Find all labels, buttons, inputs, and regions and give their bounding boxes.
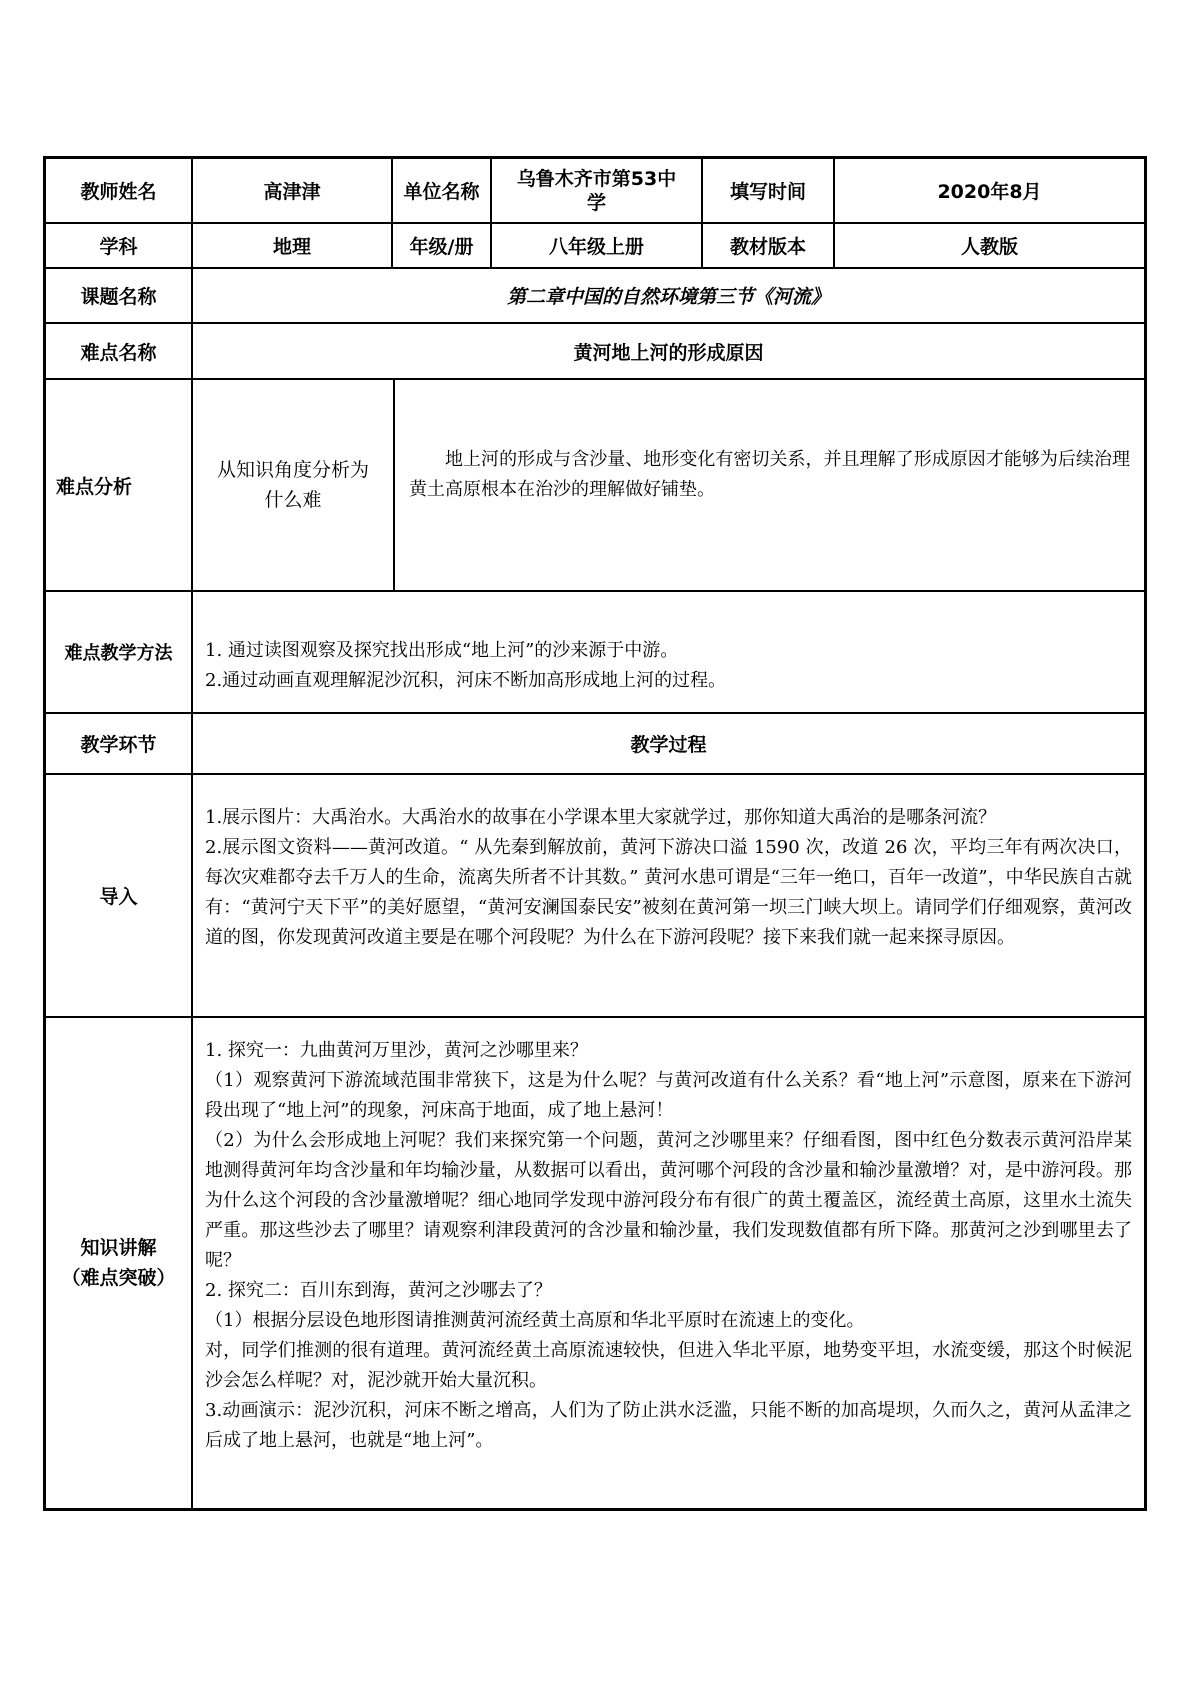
lesson-plan-table [43, 156, 1147, 1511]
date-label: 填写时间 [729, 181, 806, 203]
method-label: 难点教学方法 [64, 643, 173, 664]
topic-label: 课题名称 [80, 286, 157, 308]
knowledge-paragraph: 2. 探究二：百川东到海，黄河之沙哪去了？ [205, 1280, 552, 1301]
difficulty-value: 黄河地上河的形成原因 [573, 341, 764, 364]
subject-label: 学科 [99, 236, 138, 258]
teacher-name-label: 教师姓名 [80, 181, 157, 203]
knowledge-paragraph: （1）观察黄河下游流域范围非常狭下，这是为什么呢？与黄河改道有什么关系？看“地上河”示意图，原来在下游河段出现了“地上河”的现象，河床高于地面，成了地上悬河！ [205, 1070, 1132, 1121]
intro-content [193, 775, 1144, 1016]
intro-paragraph: 1.展示图片：大禹治水。大禹治水的故事在小学课本里大家就学过，那你知道大禹治的是哪条河流？ [205, 807, 997, 828]
knowledge-label [46, 1018, 191, 1508]
knowledge-paragraph: （1）根据分层设色地形图请推测黄河流经黄土高原和华北平原时在流速上的变化。 [205, 1310, 865, 1331]
knowledge-label-line1: 知识讲解 [80, 1237, 157, 1259]
unit-label: 单位名称 [403, 181, 480, 203]
topic-value: 第二章中国的自然环境第三节《河流》 [506, 286, 830, 308]
knowledge-paragraph: 1. 探究一：九曲黄河万里沙，黄河之沙哪里来？ [205, 1040, 588, 1061]
knowledge-paragraph: 对，同学们推测的很有道理。黄河流经黄土高原流速较快，但进入华北平原，地势变平坦，水流变缓，那这个时候泥沙会怎么样呢？对，泥沙就开始大量沉积。 [205, 1340, 1132, 1391]
knowledge-label-line2: （难点突破） [61, 1267, 176, 1289]
difficulty-label: 难点名称 [80, 341, 157, 364]
table-border-right [1144, 156, 1147, 1511]
unit-value: 乌鲁木齐市第53中学 [516, 167, 677, 214]
edition-label: 教材版本 [729, 236, 806, 258]
date-value: 2020年8月 [937, 181, 1042, 203]
process-label: 教学环节 [80, 734, 157, 756]
knowledge-content [193, 1018, 1144, 1508]
edition-value: 人教版 [960, 236, 1018, 258]
analysis-label: 难点分析 [56, 475, 133, 498]
grade-label: 年级/册 [409, 236, 474, 258]
knowledge-paragraph: （2）为什么会形成地上河呢？我们来探究第一个问题，黄河之沙哪里来？仔细看图，图中红色分数表示黄河沿岸某地测得黄河年均含沙量和年均输沙量，从数据可以看出，黄河哪个河段的含沙量和输沙量激增？对，是中游河段。那为什么这个河段的含沙量激增呢？细心地同学发现中游河段分布有很广的黄土覆盖区，流经黄土高原，这里水土流失严重。那这些沙去了哪里？请观察利津段黄河的含沙量和输沙量，我们发现数值都有所下降。那黄河之沙到哪里去了呢？ [205, 1130, 1132, 1271]
knowledge-paragraph: 3.动画演示：泥沙沉积，河床不断之增高，人们为了防止洪水泛滥，只能不断的加高堤坝，久而久之，黄河从孟津之后成了地上悬河，也就是“地上河”。 [205, 1400, 1132, 1451]
analysis-sub-label: 从知识角度分析为什么难 [216, 459, 369, 511]
method-content [193, 592, 1144, 712]
grade-value: 八年级上册 [548, 236, 644, 258]
analysis-text: 地上河的形成与含沙量、地形变化有密切关系，并且理解了形成原因才能够为后续治理黄土高原根本在治沙的理解做好铺垫。 [409, 449, 1130, 500]
method-line: 2.通过动画直观理解泥沙沉积，河床不断加高形成地上河的过程。 [205, 670, 727, 691]
subject-value: 地理 [272, 236, 311, 258]
teacher-name-value: 高津津 [263, 181, 321, 203]
intro-paragraph: 2.展示图文资料——黄河改道。“ 从先秦到解放前，黄河下游决口溢 1590 次，改道 26 次，平均三年有两次决口，每次灾难都夺去千万人的生命，流离失所者不计其数。” 黄河水患可谓是“三年一绝口，百年一改道”，中华民族自古就有：“黄河宁天下平”的美好愿望，“黄河安澜国泰民安”被刻在黄河第一坝三门峡大坝上。请同学们仔细观察，黄河改道的图，你发现黄河改道主要是在哪个河段呢？为什么在下游河段呢？接下来我们就一起来探寻原因。 [205, 837, 1132, 948]
table-border-bottom [43, 1508, 1147, 1511]
process-value: 教学过程 [630, 734, 707, 756]
intro-label: 导入 [99, 886, 138, 908]
method-line: 1. 通过读图观察及探究找出形成“地上河”的沙来源于中游。 [205, 640, 679, 661]
